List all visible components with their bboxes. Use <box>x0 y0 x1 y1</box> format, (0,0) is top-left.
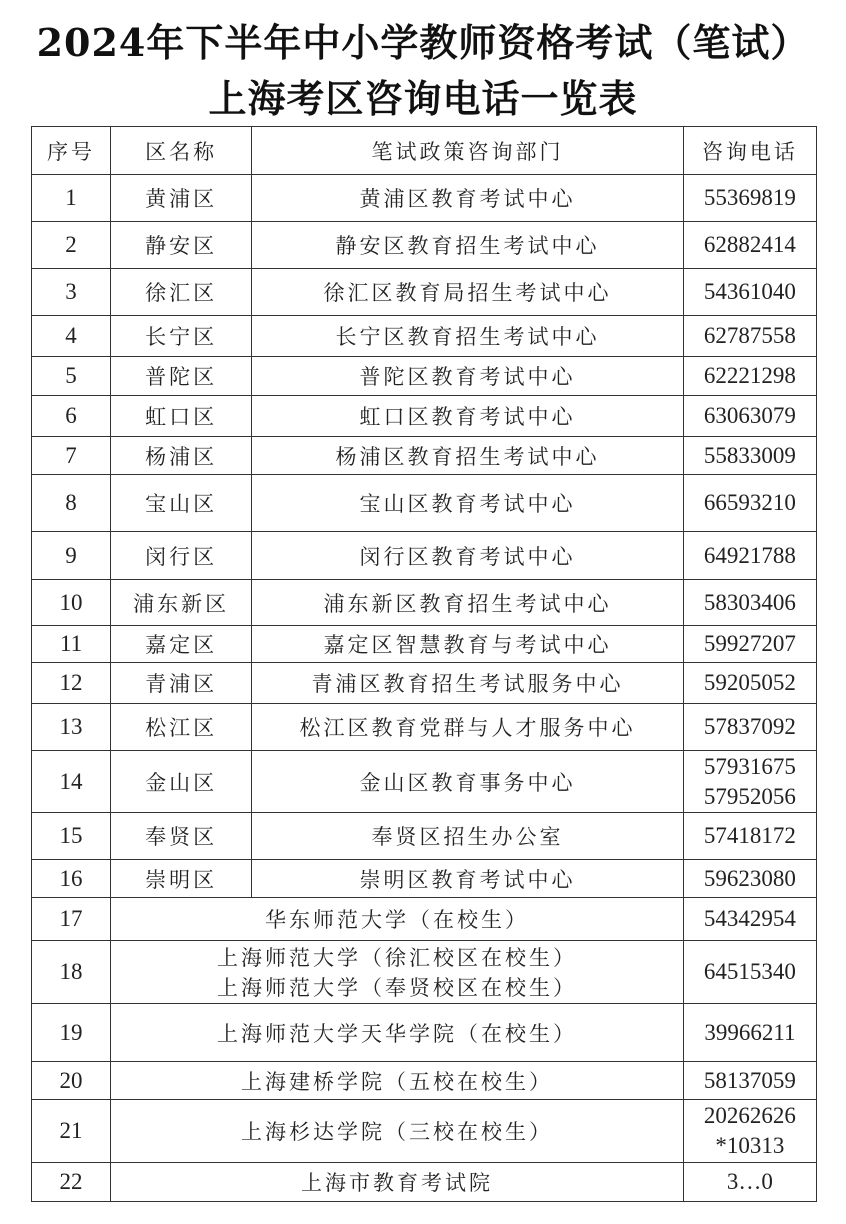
phone-number: 57931675 57952056 <box>683 751 816 813</box>
department: 杨浦区教育招生考试中心 <box>252 437 684 475</box>
table-row <box>32 1100 817 1163</box>
row-number: 17 <box>32 898 111 941</box>
row-number: 7 <box>32 437 111 475</box>
phone-number: 59927207 <box>683 626 816 663</box>
district-name: 闵行区 <box>111 532 252 580</box>
phone-number: 54361040 <box>683 269 816 316</box>
table-row <box>32 751 817 813</box>
table-row <box>32 532 817 580</box>
table-row <box>32 813 817 860</box>
phone-number: 59205052 <box>683 663 816 704</box>
department: 奉贤区招生办公室 <box>252 813 684 860</box>
table-row <box>32 1163 817 1202</box>
district-name: 嘉定区 <box>111 626 252 663</box>
phone-number: 20262626 *10313 <box>683 1100 816 1163</box>
row-number: 14 <box>32 751 111 813</box>
table-header-row <box>32 127 817 175</box>
phone-number: 58303406 <box>683 580 816 626</box>
row-number: 12 <box>32 663 111 704</box>
district-name: 青浦区 <box>111 663 252 704</box>
district-name: 静安区 <box>111 222 252 269</box>
phone-number: 64921788 <box>683 532 816 580</box>
table-row <box>32 1062 817 1100</box>
department: 青浦区教育招生考试服务中心 <box>252 663 684 704</box>
table-row <box>32 663 817 704</box>
department: 嘉定区智慧教育与考试中心 <box>252 626 684 663</box>
header-tel: 咨询电话 <box>683 127 816 175</box>
row-number: 22 <box>32 1163 111 1202</box>
phone-number: 57418172 <box>683 813 816 860</box>
page-title-line2: 上海考区咨询电话一览表 <box>208 76 638 121</box>
row-number: 4 <box>32 316 111 357</box>
district-name: 徐汇区 <box>111 269 252 316</box>
row-number: 16 <box>32 860 111 898</box>
phone-number: 66593210 <box>683 475 816 532</box>
department: 浦东新区教育招生考试中心 <box>252 580 684 626</box>
department: 静安区教育招生考试中心 <box>252 222 684 269</box>
phone-number: 54342954 <box>683 898 816 941</box>
contact-table <box>31 126 817 1202</box>
department: 虹口区教育考试中心 <box>252 396 684 437</box>
district-name: 奉贤区 <box>111 813 252 860</box>
table-row <box>32 941 817 1004</box>
table-row <box>32 898 817 941</box>
row-number: 21 <box>32 1100 111 1163</box>
row-number: 9 <box>32 532 111 580</box>
district-name: 虹口区 <box>111 396 252 437</box>
row-number: 10 <box>32 580 111 626</box>
table-row <box>32 860 817 898</box>
row-number: 19 <box>32 1004 111 1062</box>
phone-number: 62221298 <box>683 357 816 396</box>
row-number: 2 <box>32 222 111 269</box>
district-name: 浦东新区 <box>111 580 252 626</box>
phone-number: 62787558 <box>683 316 816 357</box>
table-row <box>32 269 817 316</box>
department: 徐汇区教育局招生考试中心 <box>252 269 684 316</box>
department: 黄浦区教育考试中心 <box>252 175 684 222</box>
row-number: 6 <box>32 396 111 437</box>
department: 上海市教育考试院 <box>111 1163 684 1202</box>
row-number: 15 <box>32 813 111 860</box>
district-name: 长宁区 <box>111 316 252 357</box>
row-number: 18 <box>32 941 111 1004</box>
table-row <box>32 222 817 269</box>
row-number: 13 <box>32 704 111 751</box>
phone-number: 3…0 <box>683 1163 816 1202</box>
table-row <box>32 396 817 437</box>
phone-number: 62882414 <box>683 222 816 269</box>
phone-number: 39966211 <box>683 1004 816 1062</box>
department: 宝山区教育考试中心 <box>252 475 684 532</box>
phone-number: 58137059 <box>683 1062 816 1100</box>
row-number: 1 <box>32 175 111 222</box>
phone-number: 55833009 <box>683 437 816 475</box>
department: 上海建桥学院（五校在校生） <box>111 1062 684 1100</box>
table-row <box>32 437 817 475</box>
table-row <box>32 1004 817 1062</box>
district-name: 宝山区 <box>111 475 252 532</box>
header-district: 区名称 <box>111 127 252 175</box>
district-name: 崇明区 <box>111 860 252 898</box>
department: 闵行区教育考试中心 <box>252 532 684 580</box>
phone-number: 63063079 <box>683 396 816 437</box>
department: 崇明区教育考试中心 <box>252 860 684 898</box>
row-number: 5 <box>32 357 111 396</box>
department: 普陀区教育考试中心 <box>252 357 684 396</box>
district-name: 黄浦区 <box>111 175 252 222</box>
row-number: 3 <box>32 269 111 316</box>
department: 长宁区教育招生考试中心 <box>252 316 684 357</box>
department: 上海师范大学（徐汇校区在校生） 上海师范大学（奉贤校区在校生） <box>111 941 684 1004</box>
district-name: 普陀区 <box>111 357 252 396</box>
header-dept: 笔试政策咨询部门 <box>252 127 684 175</box>
row-number: 20 <box>32 1062 111 1100</box>
phone-number: 57837092 <box>683 704 816 751</box>
district-name: 松江区 <box>111 704 252 751</box>
table-row <box>32 580 817 626</box>
department: 金山区教育事务中心 <box>252 751 684 813</box>
row-number: 8 <box>32 475 111 532</box>
page-title-line1: 2024年下半年中小学教师资格考试（笔试） <box>36 20 810 65</box>
row-number: 11 <box>32 626 111 663</box>
table-row <box>32 626 817 663</box>
district-name: 杨浦区 <box>111 437 252 475</box>
header-no: 序号 <box>32 127 111 175</box>
table-row <box>32 175 817 222</box>
table-row <box>32 704 817 751</box>
department: 华东师范大学（在校生） <box>111 898 684 941</box>
phone-number: 59623080 <box>683 860 816 898</box>
table-row <box>32 316 817 357</box>
table-row <box>32 475 817 532</box>
phone-number: 64515340 <box>683 941 816 1004</box>
department: 松江区教育党群与人才服务中心 <box>252 704 684 751</box>
department: 上海杉达学院（三校在校生） <box>111 1100 684 1163</box>
table-row <box>32 357 817 396</box>
phone-number: 55369819 <box>683 175 816 222</box>
district-name: 金山区 <box>111 751 252 813</box>
department: 上海师范大学天华学院（在校生） <box>111 1004 684 1062</box>
